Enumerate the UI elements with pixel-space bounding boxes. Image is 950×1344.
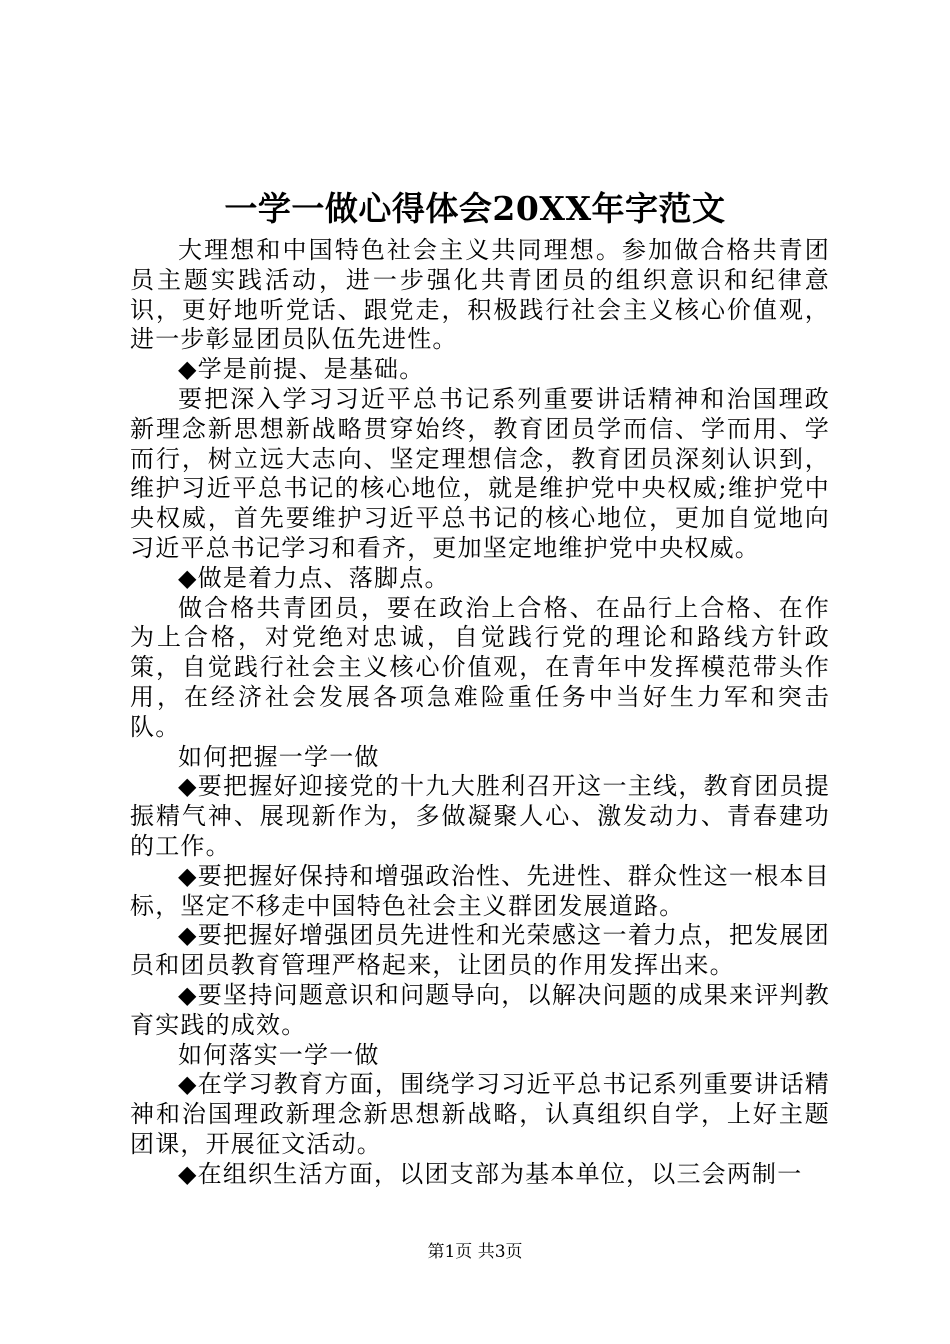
paragraph: ◆学是前提、是基础。 (178, 355, 425, 384)
paragraph: ◆在学习教育方面，围绕学习习近平总书记系列重要讲话精神和治国理政新理念新思想新战略，认真组织自学，上好主题团课，开展征文活动。 (130, 1070, 830, 1158)
paragraph: ◆要把握好保持和增强政治性、先进性、群众性这一根本目标，坚定不移走中国特色社会主义群团发展道路。 (130, 861, 830, 920)
paragraph: ◆要把握好迎接党的十九大胜利召开这一主线，教育团员提振精气神、展现新作为，多做凝聚人心、激发动力、青春建功的工作。 (130, 772, 830, 860)
paragraph: 大理想和中国特色社会主义共同理想。参加做合格共青团员主题实践活动，进一步强化共青团员的组织意识和纪律意识，更好地听党话、跟党走，积极践行社会主义核心价值观，进一步彰显团员队伍先进性。 (130, 236, 830, 354)
paragraph: 做合格共青团员，要在政治上合格、在品行上合格、在作为上合格，对党绝对忠诚，自觉践行党的理论和路线方针政策，自觉践行社会主义核心价值观，在青年中发挥模范带头作用，在经济社会发展各项急难险重任务中当好生力军和突击队。 (130, 593, 830, 741)
section-heading: 如何把握一学一做 (178, 742, 380, 771)
paragraph: ◆做是着力点、落脚点。 (178, 563, 450, 592)
paragraph: ◆在组织生活方面，以团支部为基本单位，以三会两制一 (178, 1159, 803, 1188)
document-body (130, 236, 830, 1190)
paragraph: 要把深入学习习近平总书记系列重要讲话精神和治国理政新理念新思想新战略贯穿始终，教育团员学而信、学而用、学而行，树立远大志向、坚定理想信念，教育团员深刻认识到，维护习近平总书记的核心地位，就是维护党中央权威;维护党中央权威，首先要维护习近平总书记的核心地位，更加自觉地向习近平总书记学习和看齐，更加坚定地维护党中央权威。 (130, 384, 830, 562)
paragraph: ◆要把握好增强团员先进性和光荣感这一着力点，把发展团员和团员教育管理严格起来，让团员的作用发挥出来。 (130, 921, 830, 980)
page-footer: 第1页 共3页 (427, 1242, 523, 1262)
document-title: 一学一做心得体会20XX年字范文 (224, 189, 726, 228)
section-heading: 如何落实一学一做 (178, 1040, 380, 1069)
paragraph: ◆要坚持问题意识和问题导向，以解决问题的成果来评判教育实践的成效。 (130, 980, 830, 1039)
